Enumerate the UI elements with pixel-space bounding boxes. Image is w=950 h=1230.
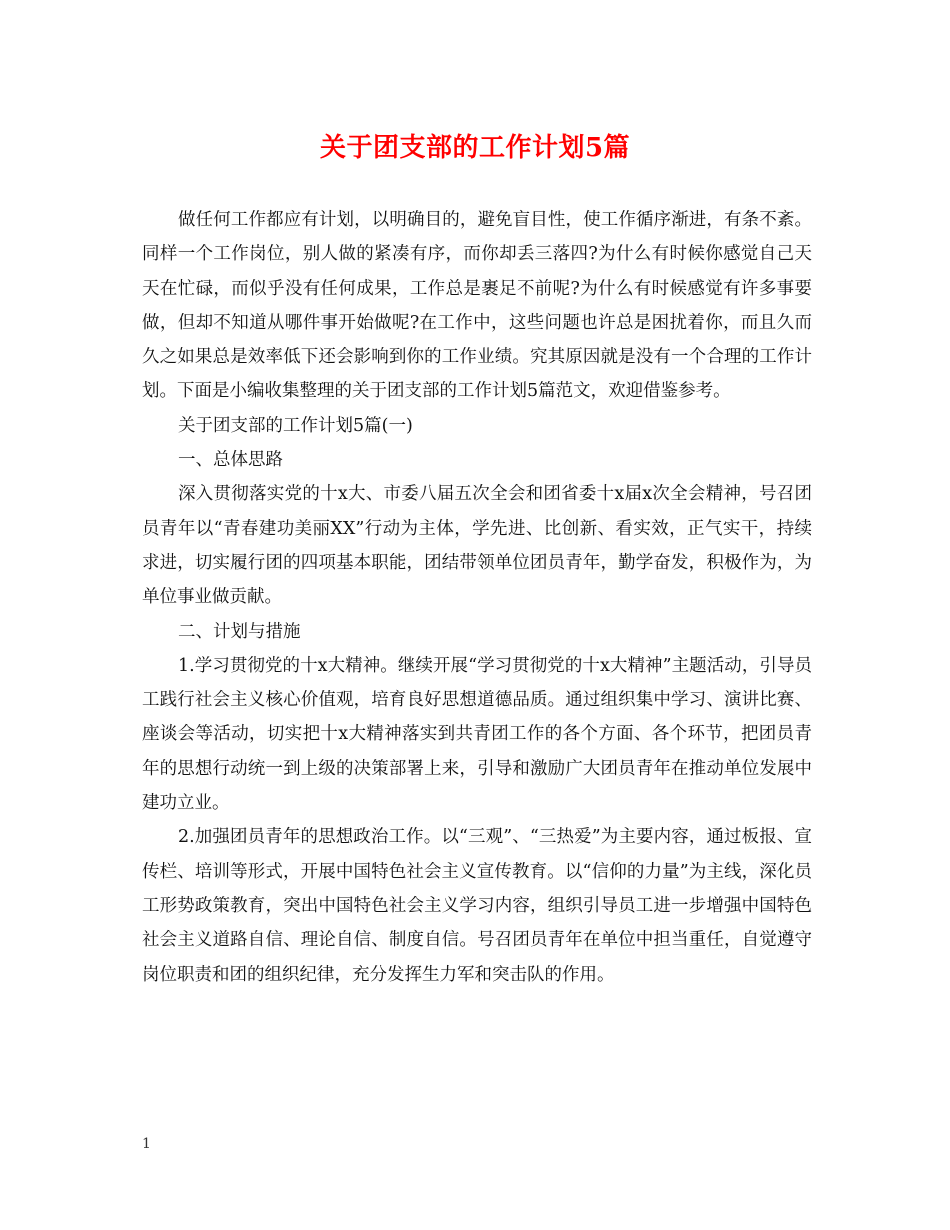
heading-overall-approach: 一、总体思路 (178, 450, 283, 471)
heading-plans-measures: 二、计划与措施 (178, 621, 301, 642)
document-body (142, 203, 812, 992)
intro-paragraph: 做任何工作都应有计划，以明确目的，避免盲目性，使工作循序渐进，有条不紊。同样一个工作岗位，别人做的紧凑有序，而你却丢三落四?为什么有时候你感觉自己天天在忙碌，而似乎没有任何成果，工作总是裹足不前呢?为什么有时候感觉有许多事要做，但却不知道从哪件事开始做呢?在工作中，这些问题也许总是困扰着你，而且久而久之如果总是效率低下还会影响到你的工作业绩。究其原因就是没有一个合理的工作计划。下面是小编收集整理的关于团支部的工作计划5篇范文，欢迎借鉴参考。 (142, 210, 812, 402)
document-title: 关于团支部的工作计划5篇 (319, 133, 631, 163)
paragraph-measure-1: 1.学习贯彻党的十x大精神。继续开展“学习贯彻党的十x大精神”主题活动，引导员工践行社会主义核心价值观，培育良好思想道德品质。通过组织集中学习、演讲比赛、座谈会等活动，切实把十x大精神落实到共青团工作的各个方面、各个环节，把团员青年的思想行动统一到上级的决策部署上来，引导和激励广大团员青年在推动单位发展中建功立业。 (142, 655, 812, 814)
paragraph-overall-approach: 深入贯彻落实党的十x大、市委八届五次全会和团省委十x届x次全会精神，号召团员青年以“青春建功美丽XX”行动为主体，学先进、比创新、看实效，正气实干，持续求进，切实履行团的四项基本职能，团结带领单位团员青年，勤学奋发，积极作为，为单位事业做贡献。 (142, 484, 812, 608)
page-number: 1 (142, 1136, 151, 1152)
paragraph-measure-2: 2.加强团员青年的思想政治工作。以“三观”、“三热爱”为主要内容，通过板报、宣传栏、培训等形式，开展中国特色社会主义宣传教育。以“信仰的力量”为主线，深化员工形势政策教育，突出中国特色社会主义学习内容，组织引导员工进一步增强中国特色社会主义道路自信、理论自信、制度自信。号召团员青年在单位中担当重任，自觉遵守岗位职责和团的组织纪律，充分发挥生力军和突击队的作用。 (142, 827, 812, 985)
section-heading-part-one: 关于团支部的工作计划5篇(一) (178, 415, 413, 436)
